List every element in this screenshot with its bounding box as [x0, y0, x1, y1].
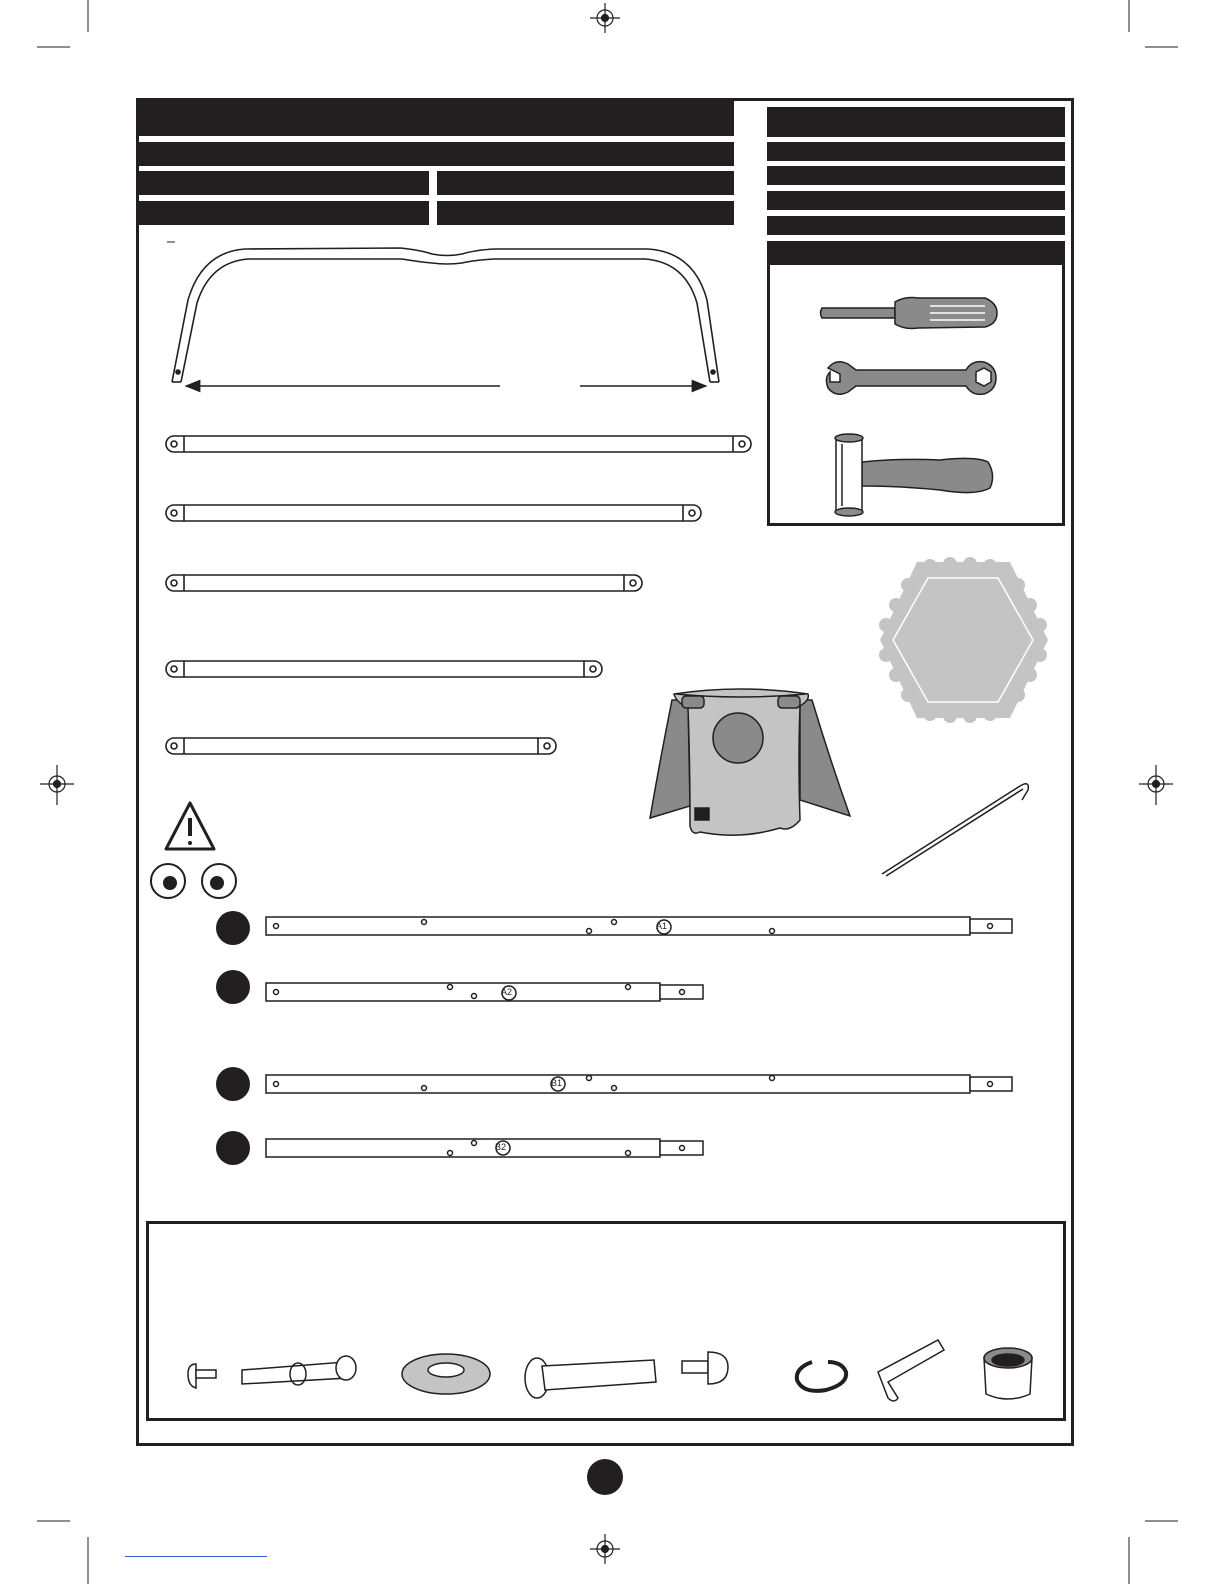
step-dot-b1: [216, 1067, 250, 1101]
footer-link-line[interactable]: [125, 1556, 267, 1557]
eyes-icon: [151, 864, 236, 898]
wrench-icon: [826, 362, 996, 395]
step-dot-b2: [216, 1131, 250, 1165]
pole-b2: [266, 1139, 703, 1157]
u-frame-tube: [172, 248, 719, 382]
tube-1: [166, 436, 751, 452]
hexagon-mat: [879, 557, 1048, 723]
page-number-badge: [587, 1459, 623, 1495]
tube-5: [166, 738, 556, 754]
mallet-icon: [835, 434, 993, 516]
label-b2: B2: [495, 1142, 507, 1152]
pole-b1: [266, 1075, 1012, 1093]
tube-3: [166, 575, 642, 591]
ground-stake: [882, 784, 1028, 876]
tube-4: [166, 661, 602, 677]
label-a1: A1: [656, 921, 668, 931]
screwdriver-icon: [821, 298, 998, 329]
step-dot-a2: [216, 970, 250, 1004]
label-b1: B1: [551, 1078, 563, 1088]
step-dot-a1: [216, 911, 250, 945]
label-a2: A2: [501, 987, 513, 997]
tube-2: [166, 505, 701, 521]
pole-a2: [266, 983, 703, 1001]
tent-cover: [650, 689, 850, 835]
pole-a1: [266, 917, 1012, 935]
warning-icon: [166, 803, 214, 849]
hardware-box: [146, 1221, 1066, 1421]
